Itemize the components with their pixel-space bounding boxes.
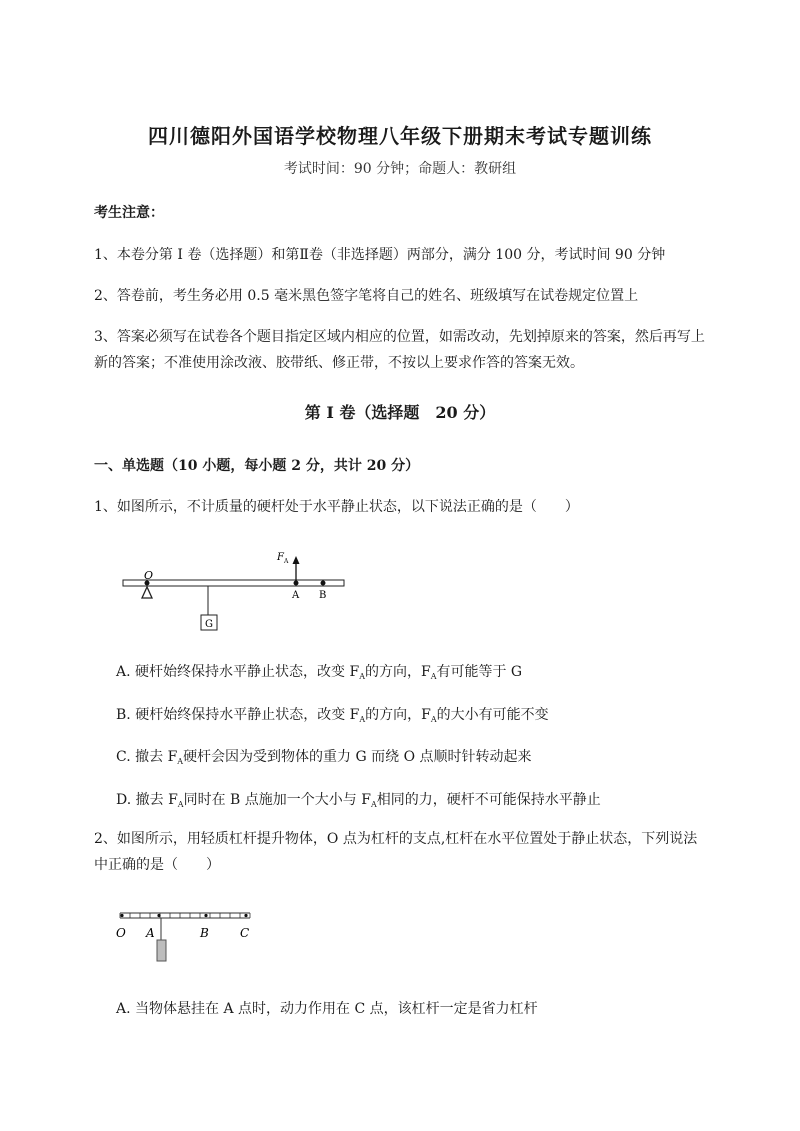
label-g: G	[205, 619, 213, 630]
q1-option-d[interactable]: D. 撤去 $F_A$同时在 B 点施加一个大小与 $F_A$相同的力，硬杆不可能保持水平静止	[116, 792, 601, 809]
label-o: O	[144, 569, 154, 582]
label-c: C	[240, 926, 250, 940]
label-a: A	[292, 590, 300, 601]
q2-option-a[interactable]: A. 当物体悬挂在 A 点时，动力作用在 C 点，该杠杆一定是省力杠杆	[116, 1001, 538, 1017]
part-heading: 一、单选题（10 小题，每小题 2 分，共计 20 分）	[94, 458, 420, 474]
notice-heading: 考生注意：	[94, 205, 164, 221]
lever-figure-1	[115, 545, 355, 635]
q1-option-a[interactable]: A. 硬杆始终保持水平静止状态，改变 $F_A$的方向，$F_A$有可能等于 G	[116, 664, 523, 681]
point-b	[321, 581, 326, 586]
notice-item-3: 3、答案必须写在试卷各个题目指定区域内相应的位置，如需改动，先划掉原来的答案，然后再写上新的答案；不准使用涂改液、胶带纸、修正带，不按以上要求作答的答案无效。	[94, 329, 705, 371]
q1-option-b[interactable]: B. 硬杆始终保持水平静止状态，改变 $F_A$的方向，$F_A$的大小有可能不变	[116, 707, 549, 724]
exam-info: 考试时间：90 分钟；命题人：教研组	[283, 161, 517, 177]
label-f-sub: A	[284, 558, 289, 565]
lever-figure-2	[112, 905, 262, 965]
notice-item-2: 2、答卷前，考生务必用 0.5 毫米黑色签字笔将自己的姓名、班级填写在试卷规定位置上	[94, 288, 639, 304]
label-f: F	[277, 552, 284, 563]
label-b: B	[319, 590, 327, 601]
point-b	[204, 914, 207, 917]
arrow-head	[293, 556, 300, 564]
point-c	[244, 914, 247, 917]
point-o	[120, 914, 123, 917]
question-1-stem: 1、如图所示，不计质量的硬杆处于水平静止状态，以下说法正确的是（ ）	[94, 499, 579, 515]
label-a: A	[146, 926, 155, 940]
rod-ticks	[120, 913, 250, 918]
rod	[123, 580, 344, 586]
point-a	[157, 914, 160, 917]
notice-item-1: 1、本卷分第 I 卷（选择题）和第Ⅱ卷（非选择题）两部分，满分 100 分，考试时间 90 分钟	[94, 247, 666, 263]
q1-option-c[interactable]: C. 撤去 $F_A$硬杆会因为受到物体的重力 G 而绕 O 点顺时针转动起来	[116, 749, 532, 766]
hanging-weight	[157, 940, 166, 961]
point-a	[294, 581, 299, 586]
section-title: 第 I 卷（选择题 20 分）	[304, 403, 496, 422]
question-2-stem: 2、如图所示，用轻质杠杆提升物体，O 点为杠杆的支点,杠杆在水平位置处于静止状态，下列说法中正确的是（ ）	[94, 831, 698, 873]
fulcrum	[142, 587, 152, 598]
page-title: 四川德阳外国语学校物理八年级下册期末考试专题训练	[148, 124, 652, 148]
label-o: O	[116, 926, 126, 940]
label-b: B	[200, 926, 209, 940]
